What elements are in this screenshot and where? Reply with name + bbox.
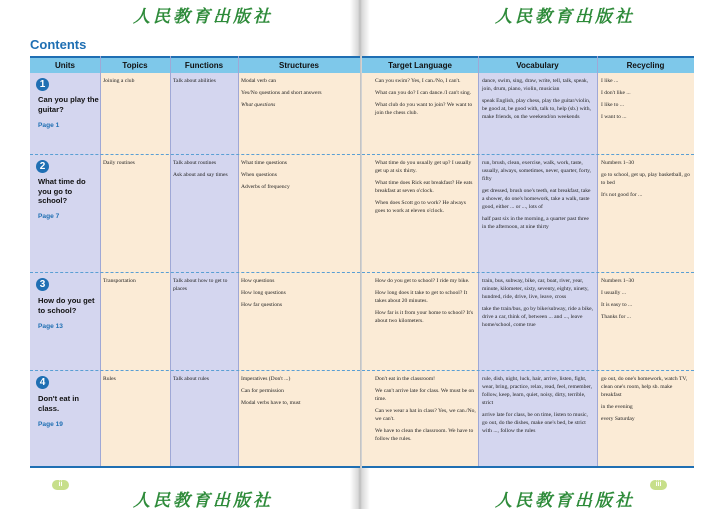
vocabulary-text: dance, swim, sing, draw, write, tell, talk, speak, join, drum, piano, violin, musician bbox=[482, 78, 589, 92]
unit-number-badge: 4 bbox=[36, 376, 49, 389]
vocabulary-text: rule, dish, night, luck, hair, arrive, listen, fight, wear, bring, practice, relax, read, feel, remember, follow, keep, learn, quiet, noisy, dirty, terrible, strict bbox=[482, 376, 592, 406]
recycling-text: I like to ... bbox=[601, 102, 624, 108]
recycling-text: Numbers 1–30 bbox=[601, 278, 635, 284]
unit-page-link[interactable]: Page 1 bbox=[38, 122, 60, 129]
target-text: How far is it from your home to school? It's about two kilometers. bbox=[375, 310, 474, 324]
structure-text: Yes/No questions and short answers bbox=[241, 90, 322, 96]
header-units: Units bbox=[55, 61, 75, 70]
topic-text: Transportation bbox=[103, 278, 136, 284]
unit-page-link[interactable]: Page 19 bbox=[38, 421, 63, 428]
structures-cell bbox=[241, 277, 357, 313]
unit-number-badge: 3 bbox=[36, 278, 49, 291]
recycling-cell bbox=[601, 159, 691, 203]
column-divider bbox=[597, 56, 598, 468]
function-text: Talk about abilities bbox=[173, 78, 216, 84]
structure-text: What time questions bbox=[241, 160, 287, 166]
structure-text: Imperatives (Don't ...) bbox=[241, 376, 291, 382]
topic-cell bbox=[103, 277, 167, 289]
topic-cell bbox=[103, 159, 167, 171]
structure-text: Modal verbs have to, must bbox=[241, 400, 301, 406]
function-text: Talk about how to get to places bbox=[173, 278, 228, 292]
unit-number-badge: 2 bbox=[36, 160, 49, 173]
functions-cell bbox=[173, 375, 235, 387]
unit-page-link[interactable]: Page 13 bbox=[38, 323, 63, 330]
publisher-logo: 人民教育出版社 bbox=[133, 491, 273, 511]
functions-column bbox=[170, 56, 238, 468]
target-cell bbox=[375, 159, 477, 219]
vocabulary-text: arrive late for class, be on time, listen to music, go out, do the dishes, make one's bed, be strict with ..., follow the rules bbox=[482, 412, 588, 434]
table-bottom-rule bbox=[30, 466, 360, 468]
target-text: Can you swim? Yes, I can./No, I can't. bbox=[375, 78, 461, 84]
header-vocabulary: Vocabulary bbox=[516, 61, 559, 70]
contents-table bbox=[30, 56, 694, 468]
unit-title: What time do you go to school? bbox=[38, 177, 86, 205]
target-text: We can't arrive late for class. We must be on time. bbox=[375, 388, 475, 402]
topic-text: Joining a club bbox=[103, 78, 135, 84]
row-divider bbox=[362, 272, 694, 273]
vocabulary-text: train, bus, subway, bike, car, boat, river, year, minute, kilometer, sixty, seventy, eighty, ninety, hundred, ride, drive, live, leave, cross bbox=[482, 278, 589, 300]
function-text: Ask about and say times bbox=[173, 172, 228, 178]
row-divider bbox=[362, 154, 694, 155]
structures-cell bbox=[241, 77, 357, 113]
target-text: What club do you want to join? We want to join the chess club. bbox=[375, 102, 473, 116]
structure-text: Can for permission bbox=[241, 388, 284, 394]
vocabulary-text: take the train/bus, go by bike/subway, ride a bike, drive a car, think of, between ... and ..., leave home/school, come true bbox=[482, 306, 594, 328]
structure-text: How long questions bbox=[241, 290, 286, 296]
publisher-logo: 人民教育出版社 bbox=[495, 491, 635, 511]
functions-cell bbox=[173, 277, 235, 297]
topic-text: Daily routines bbox=[103, 160, 135, 166]
unit-page-link[interactable]: Page 7 bbox=[38, 213, 60, 220]
structure-text: Adverbs of frequency bbox=[241, 184, 290, 190]
recycling-text: I want to ... bbox=[601, 114, 627, 120]
publisher-logo: 人民教育出版社 bbox=[495, 7, 635, 27]
vocabulary-cell bbox=[482, 77, 594, 125]
column-divider bbox=[478, 56, 479, 468]
recycling-text: Numbers 1–30 bbox=[601, 160, 635, 166]
structure-text: How far questions bbox=[241, 302, 283, 308]
unit-title: Don't eat in class. bbox=[38, 394, 80, 413]
target-text: We have to clean the classroom. We have to follow the rules. bbox=[375, 428, 474, 442]
row-divider bbox=[30, 370, 360, 371]
unit-title: How do you get to school? bbox=[38, 296, 95, 315]
header-functions: Functions bbox=[184, 61, 224, 70]
target-text: How do you get to school? I ride my bike. bbox=[375, 278, 470, 284]
header-topics: Topics bbox=[122, 61, 148, 70]
recycling-text: every Saturday bbox=[601, 416, 635, 422]
topics-column bbox=[100, 56, 170, 468]
structure-text: What questions bbox=[241, 102, 276, 108]
target-cell bbox=[375, 375, 477, 447]
unit-title: Can you play the guitar? bbox=[38, 95, 99, 114]
topic-text: Rules bbox=[103, 376, 116, 382]
column-divider bbox=[170, 56, 171, 468]
functions-cell bbox=[173, 77, 235, 89]
vocabulary-text: run, brush, clean, exercise, walk, work, taste, usually, always, sometimes, never, quarter, forty, fifty bbox=[482, 160, 591, 182]
contents-title: Contents bbox=[30, 37, 87, 52]
header-recycling: Recycling bbox=[626, 61, 665, 70]
recycling-text: It's not good for ... bbox=[601, 192, 643, 198]
vocabulary-text: get dressed, brush one's teeth, eat breakfast, take a shower, do one's homework, take a walk, taste good, either ... or ..., lots of bbox=[482, 188, 591, 210]
vocabulary-text: speak English, play chess, play the guitar/violin, be good at, be good with, talk to, help (sb.) with, make friends, on the weekend/on weekends bbox=[482, 98, 591, 120]
recycling-cell bbox=[601, 277, 691, 325]
unit-number-badge: 1 bbox=[36, 78, 49, 91]
structures-cell bbox=[241, 159, 357, 195]
function-text: Talk about rules bbox=[173, 376, 209, 382]
column-divider bbox=[238, 56, 239, 468]
target-text: When does Scott go to work? He always goes to work at eleven o'clock. bbox=[375, 200, 466, 214]
target-text: What time do you usually get up? I usually get up at six thirty. bbox=[375, 160, 472, 174]
page-number-left: ii bbox=[52, 480, 69, 490]
publisher-logo: 人民教育出版社 bbox=[133, 7, 273, 27]
topic-cell bbox=[103, 77, 167, 89]
structure-text: How questions bbox=[241, 278, 275, 284]
column-divider bbox=[100, 56, 101, 468]
recycling-text: It is easy to ... bbox=[601, 302, 633, 308]
table-bottom-rule bbox=[362, 466, 694, 468]
recycling-text: I don't like ... bbox=[601, 90, 631, 96]
recycling-text: in the evening bbox=[601, 404, 633, 410]
target-text: Don't eat in the classroom! bbox=[375, 376, 436, 382]
recycling-cell bbox=[601, 375, 691, 427]
page-number-right: iii bbox=[650, 480, 667, 490]
target-text: What can you do? I can dance./I can't sing. bbox=[375, 90, 472, 96]
vocabulary-cell bbox=[482, 375, 594, 439]
recycling-text: go out, do one's homework, watch TV, clean one's room, help sb. make breakfast bbox=[601, 376, 688, 398]
target-text: Can we wear a hat in class? Yes, we can./No, we can't. bbox=[375, 408, 476, 422]
target-cell bbox=[375, 277, 477, 329]
recycling-text: Thanks for ... bbox=[601, 314, 631, 320]
recycling-text: I like ... bbox=[601, 78, 619, 84]
functions-cell bbox=[173, 159, 235, 183]
target-text: What time does Rick eat breakfast? He eats breakfast at seven o'clock. bbox=[375, 180, 473, 194]
vocabulary-cell bbox=[482, 159, 594, 235]
recycling-text: I usually ... bbox=[601, 290, 627, 296]
recycling-text: go to school, get up, play basketball, go to bed bbox=[601, 172, 690, 186]
header-target-language: Target Language bbox=[388, 61, 452, 70]
row-divider bbox=[30, 272, 360, 273]
function-text: Talk about routines bbox=[173, 160, 217, 166]
vocabulary-cell bbox=[482, 277, 594, 333]
structure-text: When questions bbox=[241, 172, 277, 178]
row-divider bbox=[362, 370, 694, 371]
topic-cell bbox=[103, 375, 167, 387]
header-structures: Structures bbox=[278, 61, 319, 70]
vocabulary-text: half past six in the morning, a quarter past three in the afternoon, at nine thirty bbox=[482, 216, 589, 230]
row-divider bbox=[30, 154, 360, 155]
target-text: How long does it take to get to school? It takes about 20 minutes. bbox=[375, 290, 468, 304]
recycling-cell bbox=[601, 77, 691, 125]
structures-cell bbox=[241, 375, 357, 411]
structure-text: Modal verb can bbox=[241, 78, 277, 84]
target-cell bbox=[375, 77, 477, 121]
